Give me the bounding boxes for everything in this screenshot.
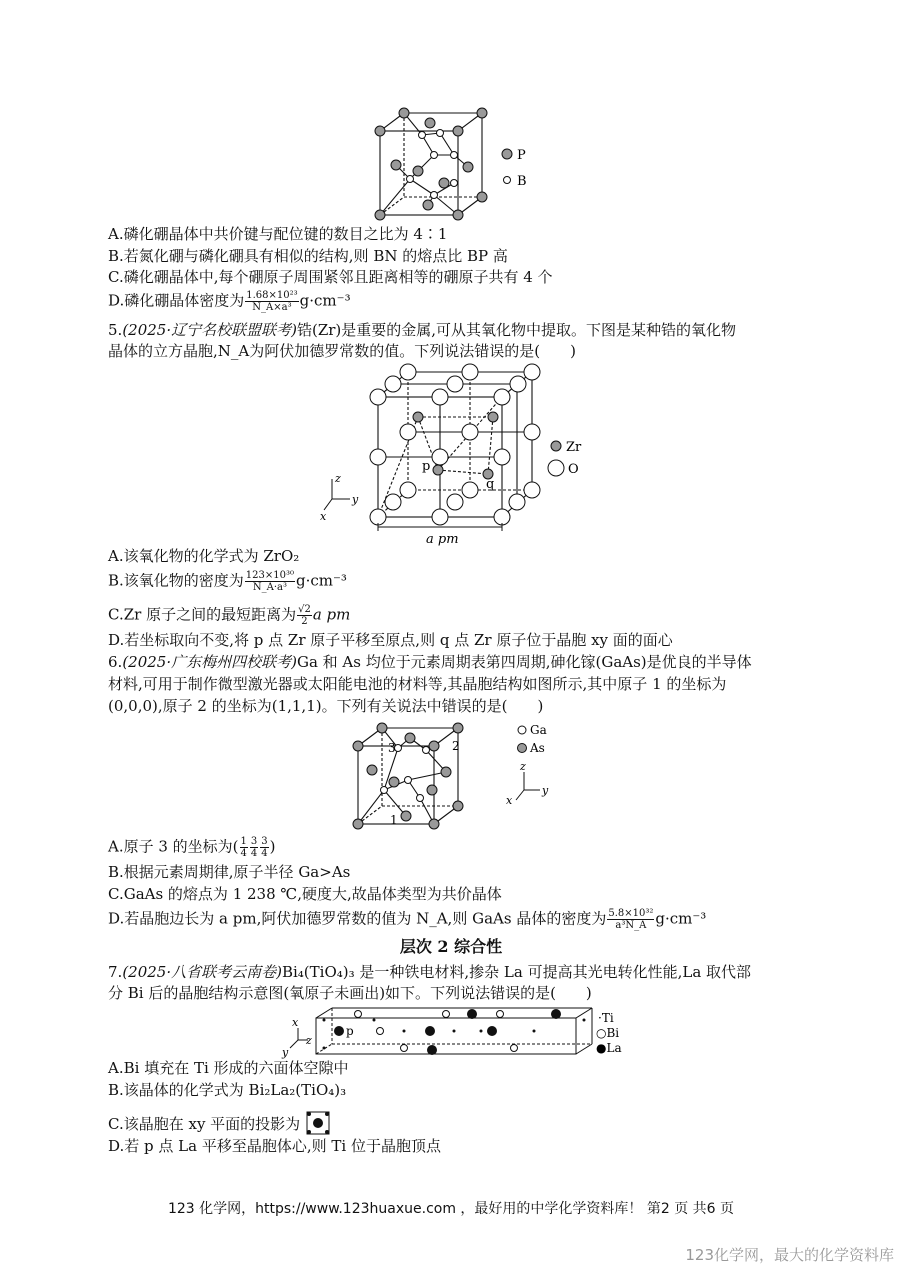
q-point-label: q [486,477,495,492]
q6-source: (2025·广东梅州四校联考) [122,653,297,671]
q6-stem-line1: 6.(2025·广东梅州四校联考)Ga 和 As 均位于元素周期表第四周期,砷化镓(GaAs)是优良的半导体 [108,653,752,671]
y-axis-label: y [352,493,359,506]
legend-as-label: As [530,741,545,755]
q4-option-a: A.磷化硼晶体中共价键与配位键的数目之比为 4∶1 [108,225,448,243]
legend-bi-label: ○Bi [596,1026,620,1040]
legend-la-label: ●La [596,1041,622,1055]
q5-option-a: A.该氧化物的化学式为 ZrO₂ [108,547,300,565]
y-axis-label: y [282,1046,289,1059]
legend-ga-label: Ga [530,723,547,737]
atom-2-label: 2 [452,739,460,753]
atom-1-label: 1 [390,813,398,827]
legend-zr-label: Zr [566,440,582,455]
z-axis-label: z [520,760,526,773]
q6-option-b: B.根据元素周期律,原子半径 Ga>As [108,863,351,881]
section-heading: 层次 2 综合性 [399,937,503,956]
p-point-label: p [422,459,431,474]
bp-crystal-figure [372,105,532,225]
q7-option-b: B.该晶体的化学式为 Bi₂La₂(TiO₄)₃ [108,1081,347,1099]
q5-number: 5. [108,321,123,339]
xy-projection-figure [305,1110,331,1136]
z-axis-label: z [335,472,341,485]
edge-length-label: a pm [426,532,459,547]
q7-option-d: D.若 p 点 La 平移至晶胞体心,则 Ti 位于晶胞顶点 [108,1137,441,1155]
q5-option-c: C.Zr 原子之间的最短距离为 $\frac{√2}{2}$ a pm [108,604,351,627]
watermark: 123化学网，最大的化学资料库 [685,1246,894,1264]
zro2-crystal-figure [318,362,598,547]
q4-option-c: C.磷化硼晶体中,每个硼原子周围紧邻且距离相等的硼原子共有 4 个 [108,268,553,286]
x-axis-label: x [320,510,327,523]
q4-option-b: B.若氮化硼与磷化硼具有相似的结构,则 BN 的熔点比 BP 高 [108,247,508,265]
legend-o-label: O [568,462,579,477]
q5-stem-line2: 晶体的立方晶胞,N_A为阿伏加德罗常数的值。下列说法错误的是( ) [108,342,576,360]
legend-p-label: P [517,148,526,163]
q7-number: 7. [108,963,123,981]
q7-source: (2025·八省联考云南卷) [122,963,282,981]
q6-stem-line2: 材料,可用于制作微型激光器或太阳能电池的材料等,其晶胞结构如图所示,其中原子 1 的坐标为 [108,675,727,693]
q6-option-c: C.GaAs 的熔点为 1 238 ℃,硬度大,故晶体类型为共价晶体 [108,885,502,903]
q7-stem-line2: 分 Bi 后的晶胞结构示意图(氧原子未画出)如下。下列说法错误的是( ) [108,984,592,1002]
q7-option-a: A.Bi 填充在 Ti 形成的六面体空隙中 [108,1059,349,1077]
q6-option-a: A.原子 3 的坐标为( $\frac{1}{4}$ $\frac{3}{4}$ $\frac{3}{4}$ ) [108,836,276,859]
legend-ti-label: ·Ti [598,1011,614,1025]
p-point-label: p [346,1024,354,1038]
x-axis-label: x [292,1016,299,1029]
atom-3-label: 3 [388,741,396,755]
x-axis-label: x [506,794,513,807]
q5-option-d: D.若坐标取向不变,将 p 点 Zr 原子平移至原点,则 q 点 Zr 原子位于晶胞 xy 面的面心 [108,631,673,649]
y-axis-label: y [542,784,549,797]
q6-number: 6. [108,653,123,671]
q6-stem-line3: (0,0,0),原子 2 的坐标为(1,1,1)。下列有关说法中错误的是( ) [108,697,544,715]
q5-option-b: B.该氧化物的密度为 $\frac{\text{123×10³⁰}}{\text{N\_A·a³}}$ g·cm⁻³ [108,570,347,593]
q7-option-c: C.该晶胞在 xy 平面的投影为 [108,1112,331,1138]
legend-b-label: B [517,174,527,189]
page-footer: 123 化学网，https://www.123huaxue.com ，最好用的中学化学资料库！ 第2 页 共6 页 [167,1201,735,1217]
z-axis-label: z [306,1034,312,1047]
q5-stem-line1: 5.(2025·辽宁名校联盟联考)锆(Zr)是重要的金属,可从其氧化物中提取。下图是某种锆的氧化物 [108,321,737,339]
q5-source: (2025·辽宁名校联盟联考) [122,321,297,339]
q6-option-d: D.若晶胞边长为 a pm,阿伏加德罗常数的值为 N_A,则 GaAs 晶体的密度为 $\frac{\text{5.8×10³²}}{\text{a³N\_A}}$ g·cm⁻³ [108,908,707,931]
bi4tio43-crystal-figure [276,1004,636,1064]
q7-stem-line1: 7.(2025·八省联考云南卷)Bi₄(TiO₄)₃ 是一种铁电材料,掺杂 La 可提高其光电转化性能,La 取代部 [108,963,752,981]
gaas-crystal-figure [348,720,568,832]
q4-option-d: D.磷化硼晶体密度为 $\frac{\text{1.68×10²³}}{\text{N\_A×a³}}$ g·cm⁻³ [108,290,351,313]
